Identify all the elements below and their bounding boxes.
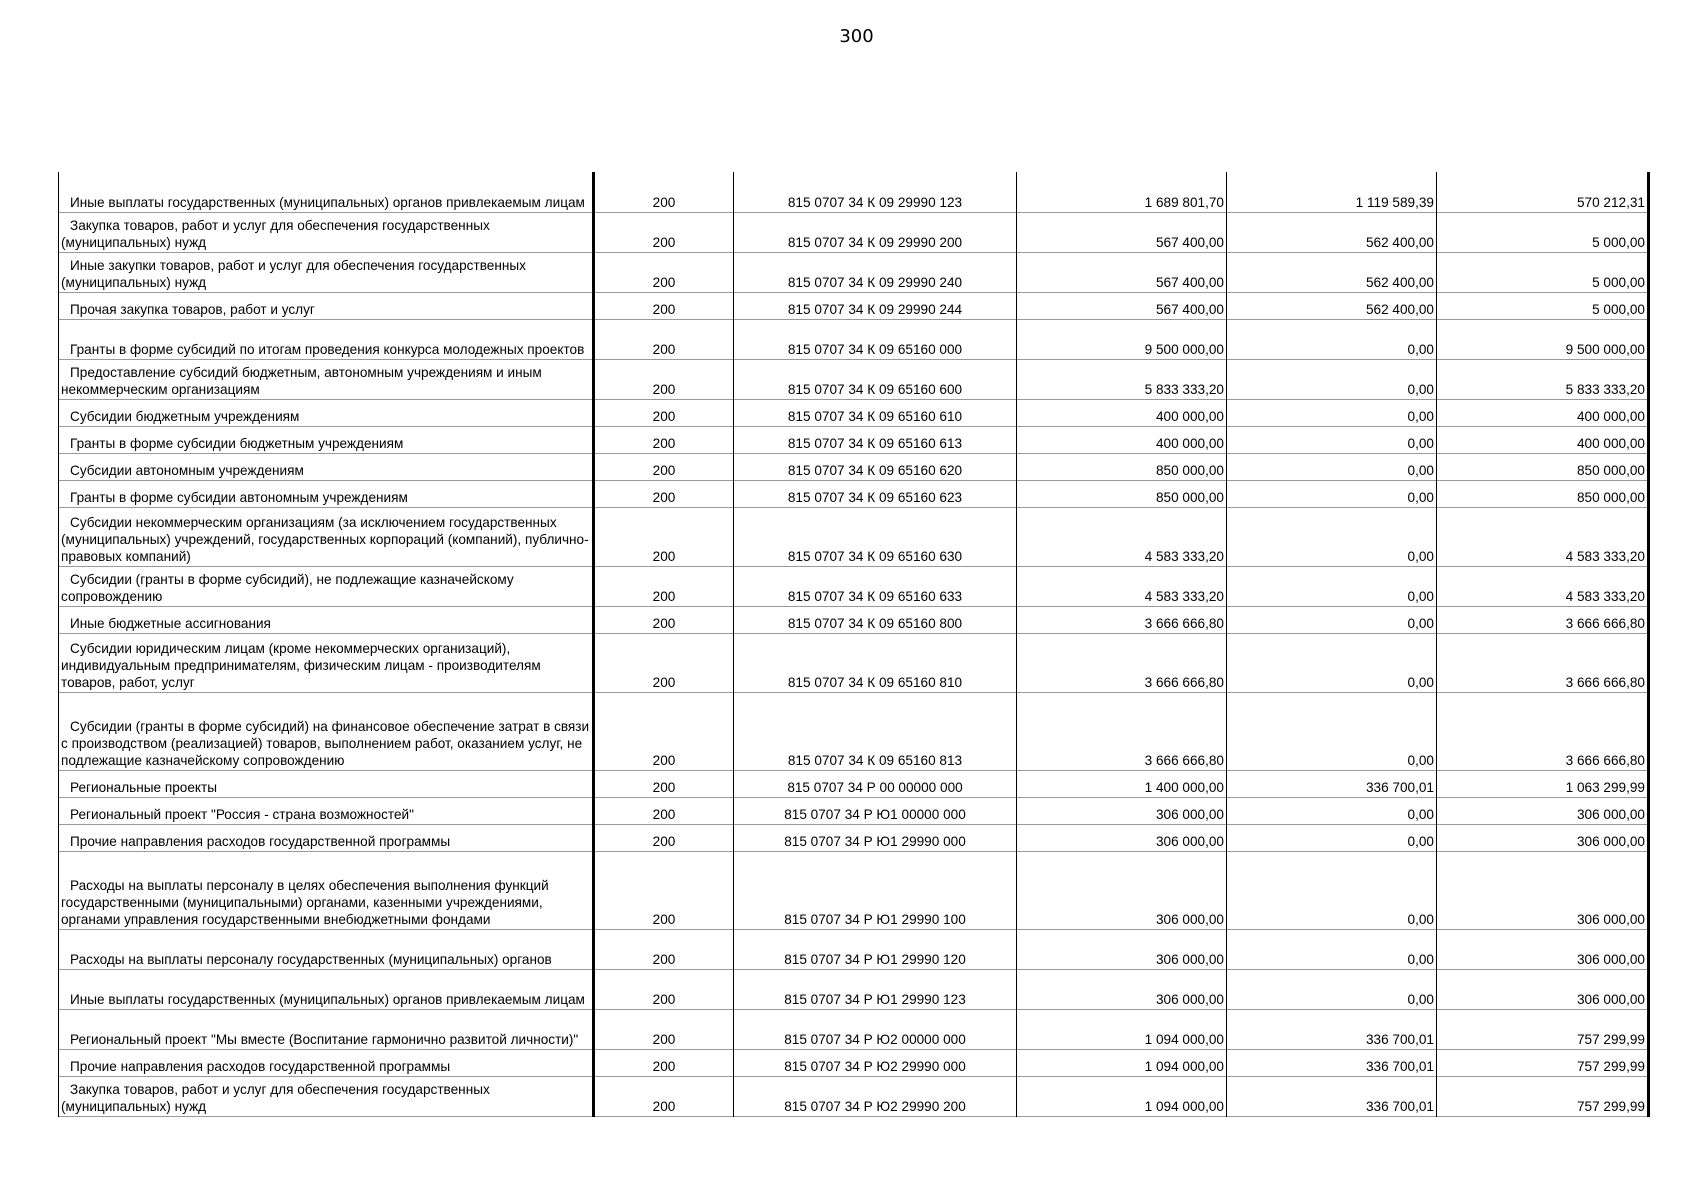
row-approved-cell: 3 666 666,80 [1017, 633, 1227, 692]
row-name-text: Иные выплаты государственных (муниципальных) органов привлекаемым лицам [70, 194, 585, 210]
row-budget-code-cell: 815 0707 34 К 09 65160 600 [734, 359, 1017, 399]
row-executed-cell: 0,00 [1227, 824, 1437, 851]
row-name-text: Иные выплаты государственных (муниципальных) органов привлекаемым лицам [70, 991, 585, 1007]
row-unexecuted-cell: 3 666 666,80 [1437, 692, 1649, 770]
row-approved-cell: 3 666 666,80 [1017, 606, 1227, 633]
row-name-text: Прочие направления расходов государственной программы [70, 833, 451, 849]
row-name-text: Субсидии (гранты в форме субсидий), не подлежащие казначейскому сопровождению [61, 571, 514, 604]
row-executed-cell: 0,00 [1227, 359, 1437, 399]
row-name-text: Прочие направления расходов государственной программы [70, 1058, 451, 1074]
row-unexecuted-cell: 4 583 333,20 [1437, 507, 1649, 566]
row-unexecuted-cell: 5 000,00 [1437, 252, 1649, 292]
row-executed-cell: 0,00 [1227, 507, 1437, 566]
row-name-cell [59, 480, 594, 507]
table-row [59, 797, 1649, 824]
row-code-cell: 200 [594, 212, 734, 252]
row-name-cell [59, 851, 594, 929]
row-name-text: Прочая закупка товаров, работ и услуг [70, 301, 315, 317]
row-executed-cell: 0,00 [1227, 399, 1437, 426]
row-unexecuted-cell: 4 583 333,20 [1437, 566, 1649, 606]
row-name-text: Закупка товаров, работ и услуг для обеспечения государственных (муниципальных) нужд [61, 217, 490, 250]
row-unexecuted-cell: 3 666 666,80 [1437, 606, 1649, 633]
row-name-cell [59, 319, 594, 359]
table-row [59, 252, 1649, 292]
row-budget-code-cell: 815 0707 34 Р Ю1 00000 000 [734, 797, 1017, 824]
row-unexecuted-cell: 9 500 000,00 [1437, 319, 1649, 359]
row-unexecuted-cell: 3 666 666,80 [1437, 633, 1649, 692]
row-name-text: Гранты в форме субсидий по итогам проведения конкурса молодежных проектов [70, 341, 585, 357]
row-approved-cell: 400 000,00 [1017, 399, 1227, 426]
budget-execution-table [58, 172, 1650, 1117]
row-code-cell: 200 [594, 797, 734, 824]
row-name-cell [59, 453, 594, 480]
row-unexecuted-cell: 306 000,00 [1437, 797, 1649, 824]
row-name-cell [59, 969, 594, 1009]
table-row [59, 566, 1649, 606]
row-name-text: Иные закупки товаров, работ и услуг для обеспечения государственных (муниципальных) нужд [61, 257, 526, 290]
row-unexecuted-cell: 306 000,00 [1437, 969, 1649, 1009]
row-budget-code-cell: 815 0707 34 К 09 29990 240 [734, 252, 1017, 292]
row-executed-cell: 0,00 [1227, 851, 1437, 929]
row-code-cell: 200 [594, 426, 734, 453]
row-unexecuted-cell: 5 833 333,20 [1437, 359, 1649, 399]
row-name-cell [59, 252, 594, 292]
row-code-cell: 200 [594, 692, 734, 770]
row-approved-cell: 1 094 000,00 [1017, 1009, 1227, 1049]
row-name-cell [59, 770, 594, 797]
table-row [59, 319, 1649, 359]
row-approved-cell: 1 094 000,00 [1017, 1049, 1227, 1076]
row-name-cell [59, 1009, 594, 1049]
row-code-cell: 200 [594, 633, 734, 692]
row-unexecuted-cell: 570 212,31 [1437, 172, 1649, 212]
row-executed-cell: 0,00 [1227, 633, 1437, 692]
row-executed-cell: 0,00 [1227, 426, 1437, 453]
table-body [59, 172, 1649, 1116]
row-name-cell [59, 426, 594, 453]
row-budget-code-cell: 815 0707 34 К 09 65160 630 [734, 507, 1017, 566]
row-approved-cell: 5 833 333,20 [1017, 359, 1227, 399]
row-unexecuted-cell: 306 000,00 [1437, 851, 1649, 929]
row-unexecuted-cell: 5 000,00 [1437, 212, 1649, 252]
table-row [59, 359, 1649, 399]
row-approved-cell: 850 000,00 [1017, 453, 1227, 480]
row-code-cell: 200 [594, 566, 734, 606]
row-name-text: Региональные проекты [70, 779, 217, 795]
table-row [59, 824, 1649, 851]
row-unexecuted-cell: 306 000,00 [1437, 824, 1649, 851]
row-name-cell [59, 797, 594, 824]
row-code-cell: 200 [594, 319, 734, 359]
row-approved-cell: 4 583 333,20 [1017, 507, 1227, 566]
row-budget-code-cell: 815 0707 34 К 09 65160 810 [734, 633, 1017, 692]
row-approved-cell: 306 000,00 [1017, 797, 1227, 824]
row-name-text: Расходы на выплаты персоналу в целях обеспечения выполнения функций государственными (муниципальными) органами, казенными учреждениями, органами управления государственными внебюджетными фондами [61, 877, 549, 927]
row-unexecuted-cell: 850 000,00 [1437, 480, 1649, 507]
row-name-text: Закупка товаров, работ и услуг для обеспечения государственных (муниципальных) нужд [61, 1081, 490, 1114]
table-row [59, 633, 1649, 692]
row-approved-cell: 1 689 801,70 [1017, 172, 1227, 212]
table-row [59, 929, 1649, 969]
row-unexecuted-cell: 757 299,99 [1437, 1009, 1649, 1049]
table-row [59, 606, 1649, 633]
row-budget-code-cell: 815 0707 34 К 09 65160 800 [734, 606, 1017, 633]
table-row [59, 292, 1649, 319]
row-budget-code-cell: 815 0707 34 Р Ю1 29990 120 [734, 929, 1017, 969]
row-name-cell [59, 212, 594, 252]
row-budget-code-cell: 815 0707 34 Р Ю2 29990 200 [734, 1076, 1017, 1116]
row-name-cell [59, 633, 594, 692]
row-executed-cell: 562 400,00 [1227, 212, 1437, 252]
row-executed-cell: 0,00 [1227, 797, 1437, 824]
row-budget-code-cell: 815 0707 34 К 09 65160 000 [734, 319, 1017, 359]
row-approved-cell: 306 000,00 [1017, 929, 1227, 969]
row-approved-cell: 4 583 333,20 [1017, 566, 1227, 606]
table-row [59, 212, 1649, 252]
row-unexecuted-cell: 400 000,00 [1437, 399, 1649, 426]
row-budget-code-cell: 815 0707 34 К 09 29990 244 [734, 292, 1017, 319]
row-code-cell: 200 [594, 969, 734, 1009]
row-code-cell: 200 [594, 851, 734, 929]
row-executed-cell: 0,00 [1227, 969, 1437, 1009]
row-budget-code-cell: 815 0707 34 К 09 65160 620 [734, 453, 1017, 480]
row-approved-cell: 306 000,00 [1017, 824, 1227, 851]
row-name-cell [59, 692, 594, 770]
row-budget-code-cell: 815 0707 34 К 09 65160 813 [734, 692, 1017, 770]
row-name-cell [59, 929, 594, 969]
row-budget-code-cell: 815 0707 34 Р Ю1 29990 123 [734, 969, 1017, 1009]
row-executed-cell: 336 700,01 [1227, 1076, 1437, 1116]
row-approved-cell: 850 000,00 [1017, 480, 1227, 507]
row-executed-cell: 0,00 [1227, 929, 1437, 969]
row-approved-cell: 306 000,00 [1017, 851, 1227, 929]
row-name-cell [59, 1049, 594, 1076]
row-code-cell: 200 [594, 292, 734, 319]
row-executed-cell: 336 700,01 [1227, 770, 1437, 797]
row-budget-code-cell: 815 0707 34 Р Ю2 00000 000 [734, 1009, 1017, 1049]
row-code-cell: 200 [594, 507, 734, 566]
row-name-cell [59, 399, 594, 426]
row-budget-code-cell: 815 0707 34 К 09 29990 123 [734, 172, 1017, 212]
row-executed-cell: 562 400,00 [1227, 252, 1437, 292]
row-name-text: Предоставление субсидий бюджетным, автономным учреждениям и иным некоммерческим организациям [61, 364, 542, 397]
row-executed-cell: 0,00 [1227, 566, 1437, 606]
row-name-text: Иные бюджетные ассигнования [70, 615, 271, 631]
row-code-cell: 200 [594, 453, 734, 480]
row-code-cell: 200 [594, 929, 734, 969]
row-approved-cell: 1 400 000,00 [1017, 770, 1227, 797]
table-row [59, 1009, 1649, 1049]
row-name-text: Гранты в форме субсидии бюджетным учреждениям [70, 435, 404, 451]
row-code-cell: 200 [594, 252, 734, 292]
row-name-cell [59, 359, 594, 399]
row-name-text: Расходы на выплаты персоналу государственных (муниципальных) органов [70, 951, 552, 967]
row-budget-code-cell: 815 0707 34 К 09 65160 613 [734, 426, 1017, 453]
row-unexecuted-cell: 757 299,99 [1437, 1049, 1649, 1076]
row-budget-code-cell: 815 0707 34 Р Ю2 29990 000 [734, 1049, 1017, 1076]
row-budget-code-cell: 815 0707 34 Р Ю1 29990 000 [734, 824, 1017, 851]
row-budget-code-cell: 815 0707 34 Р Ю1 29990 100 [734, 851, 1017, 929]
row-executed-cell: 0,00 [1227, 480, 1437, 507]
row-code-cell: 200 [594, 1009, 734, 1049]
row-executed-cell: 562 400,00 [1227, 292, 1437, 319]
table-row [59, 426, 1649, 453]
table-row [59, 851, 1649, 929]
row-executed-cell: 336 700,01 [1227, 1049, 1437, 1076]
table-row [59, 480, 1649, 507]
row-approved-cell: 3 666 666,80 [1017, 692, 1227, 770]
row-budget-code-cell: 815 0707 34 К 09 65160 623 [734, 480, 1017, 507]
row-name-text: Субсидии автономным учреждениям [70, 462, 304, 478]
row-name-cell [59, 172, 594, 212]
row-approved-cell: 1 094 000,00 [1017, 1076, 1227, 1116]
row-name-text: Гранты в форме субсидии автономным учреждениям [70, 489, 408, 505]
row-code-cell: 200 [594, 606, 734, 633]
table-row [59, 399, 1649, 426]
table-row [59, 692, 1649, 770]
row-name-text: Субсидии (гранты в форме субсидий) на финансовое обеспечение затрат в связи с производством (реализацией) товаров, выполнением работ, оказанием услуг, не подлежащие казначейскому сопровождению [61, 718, 590, 768]
row-approved-cell: 567 400,00 [1017, 292, 1227, 319]
row-name-cell [59, 606, 594, 633]
row-approved-cell: 400 000,00 [1017, 426, 1227, 453]
table-row [59, 969, 1649, 1009]
row-unexecuted-cell: 850 000,00 [1437, 453, 1649, 480]
row-approved-cell: 306 000,00 [1017, 969, 1227, 1009]
row-code-cell: 200 [594, 1076, 734, 1116]
row-name-cell [59, 1076, 594, 1116]
row-executed-cell: 0,00 [1227, 692, 1437, 770]
row-unexecuted-cell: 400 000,00 [1437, 426, 1649, 453]
row-code-cell: 200 [594, 824, 734, 851]
row-code-cell: 200 [594, 172, 734, 212]
row-approved-cell: 567 400,00 [1017, 212, 1227, 252]
row-executed-cell: 0,00 [1227, 606, 1437, 633]
page-number: 300 [839, 26, 874, 47]
table-row [59, 770, 1649, 797]
row-executed-cell: 0,00 [1227, 453, 1437, 480]
row-budget-code-cell: 815 0707 34 К 09 29990 200 [734, 212, 1017, 252]
row-budget-code-cell: 815 0707 34 К 09 65160 610 [734, 399, 1017, 426]
row-name-text: Субсидии некоммерческим организациям (за исключением государственных (муниципальных) учреждений, государственных корпораций (компаний), публично-правовых компаний) [61, 514, 589, 564]
row-name-cell [59, 292, 594, 319]
row-executed-cell: 0,00 [1227, 319, 1437, 359]
row-unexecuted-cell: 757 299,99 [1437, 1076, 1649, 1116]
row-executed-cell: 336 700,01 [1227, 1009, 1437, 1049]
row-code-cell: 200 [594, 480, 734, 507]
row-approved-cell: 567 400,00 [1017, 252, 1227, 292]
row-name-text: Субсидии бюджетным учреждениям [70, 408, 300, 424]
table-row [59, 1076, 1649, 1116]
row-unexecuted-cell: 1 063 299,99 [1437, 770, 1649, 797]
row-approved-cell: 9 500 000,00 [1017, 319, 1227, 359]
row-name-cell [59, 566, 594, 606]
row-code-cell: 200 [594, 359, 734, 399]
row-name-text: Региональный проект "Мы вместе (Воспитание гармонично развитой личности)" [70, 1031, 579, 1047]
row-name-cell [59, 507, 594, 566]
row-budget-code-cell: 815 0707 34 К 09 65160 633 [734, 566, 1017, 606]
row-code-cell: 200 [594, 399, 734, 426]
row-unexecuted-cell: 5 000,00 [1437, 292, 1649, 319]
row-executed-cell: 1 119 589,39 [1227, 172, 1437, 212]
table-row [59, 1049, 1649, 1076]
row-unexecuted-cell: 306 000,00 [1437, 929, 1649, 969]
row-name-text: Региональный проект "Россия - страна возможностей" [70, 806, 414, 822]
table-row [59, 507, 1649, 566]
row-budget-code-cell: 815 0707 34 Р 00 00000 000 [734, 770, 1017, 797]
table-row [59, 453, 1649, 480]
row-name-cell [59, 824, 594, 851]
row-code-cell: 200 [594, 1049, 734, 1076]
table-row [59, 172, 1649, 212]
row-name-text: Субсидии юридическим лицам (кроме некоммерческих организаций), индивидуальным предпринимателям, физическим лицам - производителям товаров, работ, услуг [61, 640, 541, 690]
row-code-cell: 200 [594, 770, 734, 797]
